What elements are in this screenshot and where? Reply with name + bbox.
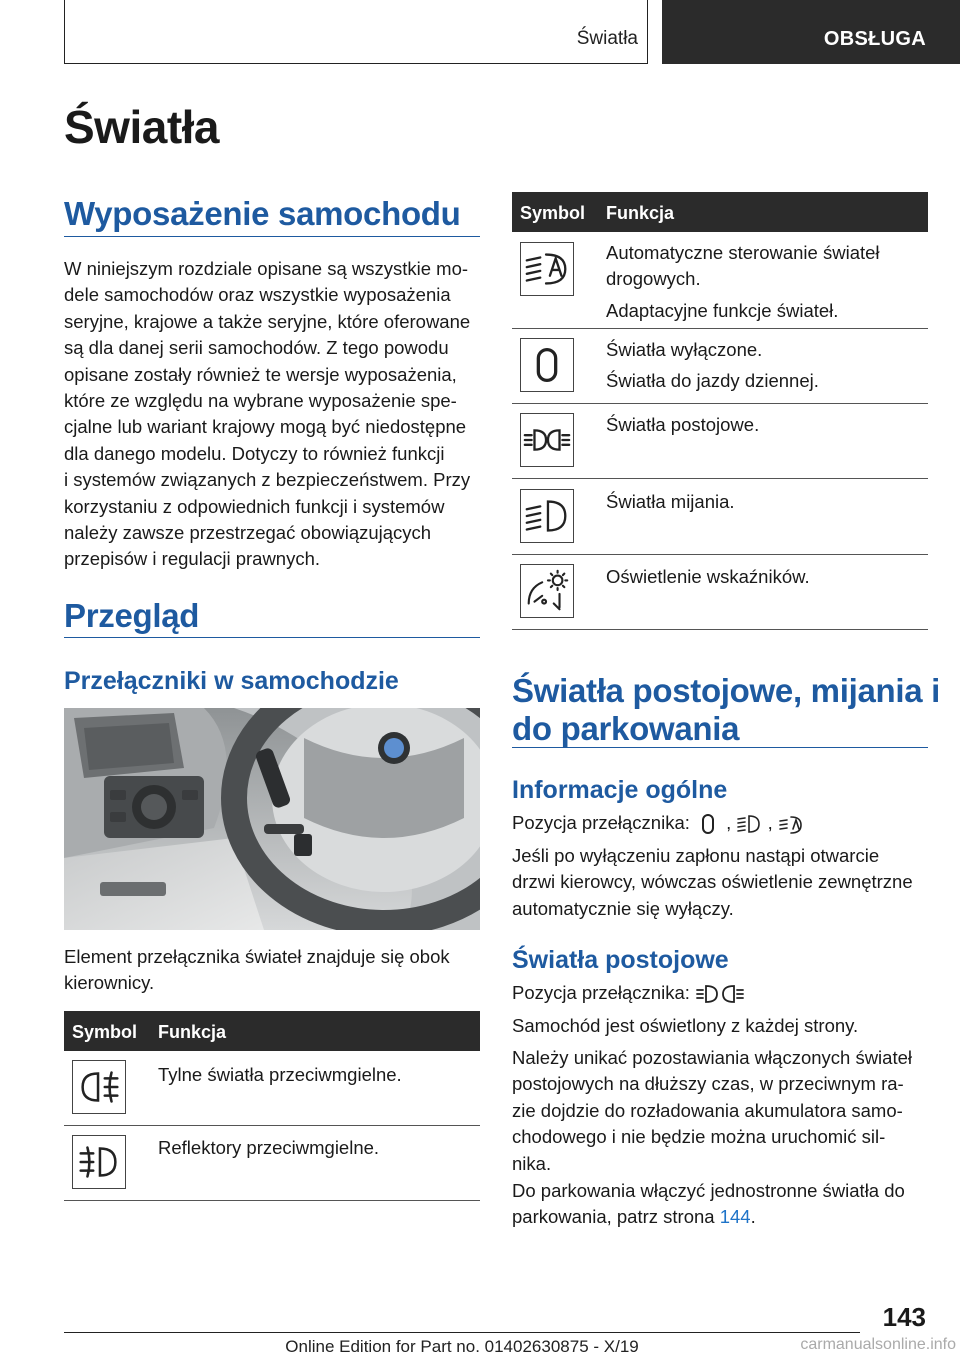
text-line: opisane zostały również te wersje wyposażenia, [64, 363, 457, 385]
dashboard-photo [64, 708, 480, 930]
text-line: i systemów związanych z bezpieczeństwem. Przy [64, 469, 471, 491]
function-text: Automatyczne sterowanie świateł [606, 242, 880, 263]
text-line: dla danego modelu. Dotyczy to również funkcji [64, 442, 445, 464]
text-line: kierownicy. [64, 972, 155, 994]
separator: , [767, 812, 773, 833]
row-divider [64, 1125, 480, 1126]
switch-position-general [512, 810, 942, 837]
separator: , [726, 812, 732, 833]
switch-position-label: Pozycja przełącznika: [512, 812, 690, 833]
dashboard-illustration [64, 708, 480, 930]
text-line: automatycznie się wyłączy. [512, 897, 734, 919]
overview-heading: Przegląd [64, 597, 200, 634]
text-line: nika. [512, 1152, 552, 1174]
text-line: przepisów i regulacji prawnych. [64, 548, 321, 570]
footer-rule [64, 1332, 860, 1333]
lights-off-icon [695, 811, 721, 837]
function-text: Światła mijania. [606, 491, 735, 512]
general-text [512, 843, 942, 922]
overview-rule [64, 637, 480, 638]
photo-caption [64, 944, 484, 997]
switch-position-label: Pozycja przełącznika: [512, 982, 690, 1003]
text-line: W niniejszym rozdziale opisane są wszystkie mo‐ [64, 258, 469, 279]
switch-position-parking [512, 980, 942, 1007]
col-function-header: Funkcja [158, 1022, 227, 1042]
function-text: Adaptacyjne funkcje świateł. [606, 300, 839, 321]
equipment-heading: Wyposażenie samochodu [64, 195, 461, 232]
left-table-header [64, 1011, 480, 1051]
text-line: Do parkowania włączyć jednostronne światła do [512, 1180, 905, 1201]
text-line: są dla danej serii samochodów. Z tego powodu [64, 337, 449, 359]
general-heading: Informacje ogólne [512, 776, 728, 804]
right-table-header [512, 192, 928, 232]
low-beam-icon [520, 489, 574, 543]
col-symbol-header: Symbol [72, 1022, 138, 1042]
footer-watermark: carmanualsonline.info [800, 1336, 956, 1353]
text-fragment: . [750, 1206, 756, 1228]
function-text: Tylne światła przeciwmgielne. [158, 1064, 402, 1085]
text-line: zie dojdzie do rozładowania akumulatora samo‐ [512, 1099, 903, 1121]
heading-line: Światła postojowe, mijania i [512, 672, 941, 709]
row-divider [512, 403, 928, 404]
low-beam-icon [736, 811, 762, 837]
equipment-rule [64, 236, 480, 237]
text-line: należy zawsze przestrzegać obowiązujących [64, 522, 432, 544]
header-chapter: OBSŁUGA [823, 28, 926, 50]
parking-heading: Światła postojowe [512, 946, 729, 974]
row-divider [64, 1200, 480, 1201]
function-text: Reflektory przeciwmgielne. [158, 1137, 380, 1158]
header-section: Światła [576, 28, 638, 49]
text-line: dele samochodów oraz wszystkie wyposażenia [64, 284, 451, 306]
text-line: korzystaniu z odpowiednich funkcji i systemów [64, 495, 445, 517]
auto-headlight-icon [778, 811, 804, 837]
instrument-lighting-icon [520, 564, 574, 618]
footer-edition: Online Edition for Part no. 01402630875 - X/19 [285, 1337, 639, 1356]
text-line: chodowego i nie będzie można uruchomić sil‐ [512, 1126, 886, 1148]
text-line: Element przełącznika świateł znajduje się obok [64, 946, 450, 967]
text-line: seryjne, krajowe a także seryjne, które oferowane [64, 310, 471, 332]
header-frame [64, 0, 648, 64]
switches-heading: Przełączniki w samochodzie [64, 667, 399, 695]
row-divider [512, 478, 928, 479]
section-rule [512, 747, 928, 748]
function-text: Światła do jazdy dziennej. [606, 370, 819, 391]
equipment-text [64, 256, 484, 573]
heading-line: do parkowania [512, 710, 740, 747]
row-divider [512, 328, 928, 329]
text-line: Jeśli po wyłączeniu zapłonu nastąpi otwarcie [512, 845, 880, 866]
auto-headlight-icon [520, 242, 574, 296]
parking-paragraph [512, 1045, 942, 1177]
page-number: 143 [882, 1302, 926, 1332]
parking-final [512, 1178, 942, 1231]
function-text: Światła wyłączone. [606, 339, 763, 360]
text-line: cjalne lub wariant krajowy mogą być niedostępne [64, 416, 467, 438]
parking-light-icon [695, 981, 745, 1007]
text-fragment: parkowania, patrz strona [512, 1206, 715, 1228]
text-line: które ze względu na wybrane wyposażenie spe‐ [64, 390, 457, 412]
text-line: drzwi kierowcy, wówczas oświetlenie zewnętrzne [512, 871, 913, 893]
front-fog-light-icon [72, 1135, 126, 1189]
lights-off-icon [520, 338, 574, 392]
section-heading [512, 672, 952, 748]
text-line [512, 1204, 942, 1230]
page-title: Światła [64, 101, 220, 153]
function-text: Oświetlenie wskaźników. [606, 566, 810, 587]
col-function-header: Funkcja [606, 203, 675, 223]
col-symbol-header: Symbol [520, 203, 586, 223]
text-line: postojowych na dłuższy czas, w przeciwnym ra‐ [512, 1073, 904, 1095]
row-divider [512, 629, 928, 630]
page-144-link[interactable]: 144 [719, 1206, 751, 1228]
text-line: Należy unikać pozostawiania włączonych świateł [512, 1047, 912, 1068]
parking-line1: Samochód jest oświetlony z każdej strony. [512, 1015, 859, 1036]
function-text: Światła postojowe. [606, 414, 760, 435]
function-text: drogowych. [606, 268, 701, 289]
row-divider [512, 554, 928, 555]
rear-fog-light-icon [72, 1060, 126, 1114]
parking-light-icon [520, 413, 574, 467]
